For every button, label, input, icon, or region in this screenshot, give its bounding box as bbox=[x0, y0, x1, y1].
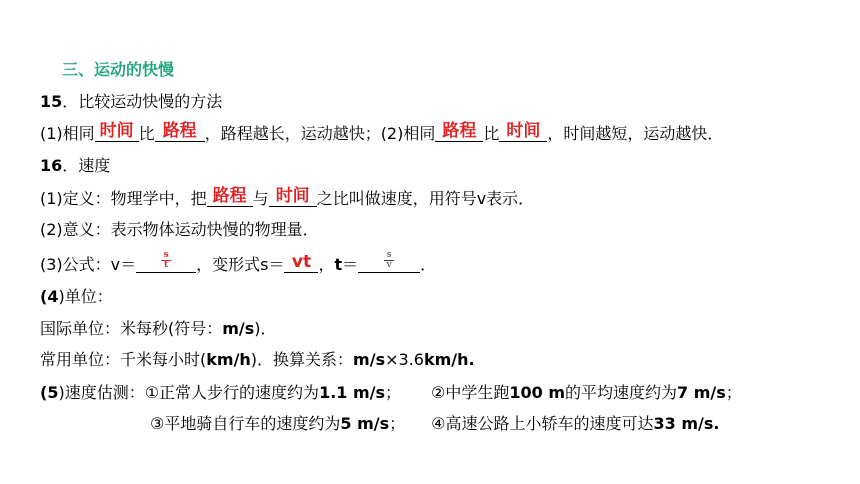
answer: 路程 bbox=[442, 121, 477, 141]
value: 5 m/s bbox=[340, 414, 390, 433]
answer: 时间 bbox=[275, 186, 310, 206]
text: ①正常人步行的速度约为 bbox=[144, 383, 320, 402]
text: )． bbox=[254, 319, 277, 338]
item-15-title: ．比较运动快慢的方法 bbox=[62, 92, 223, 111]
item-15-line1 bbox=[40, 123, 723, 144]
text: ④高速公路上小轿车的速度可达 bbox=[431, 414, 654, 433]
item-16-meaning: (2)意义：表示物体运动快慢的物理量． bbox=[40, 220, 319, 239]
text: (1)定义：物理学中，把 bbox=[40, 189, 207, 208]
text: )单位： bbox=[58, 287, 113, 306]
item-15-heading bbox=[40, 92, 222, 112]
text: 比 bbox=[138, 124, 155, 143]
text: 国际单位：米每秒(符号： bbox=[40, 319, 223, 338]
text: 与 bbox=[252, 189, 269, 208]
item-16-estimate-1 bbox=[40, 383, 742, 403]
text: 之比叫做速度，用符号v表示． bbox=[316, 189, 535, 208]
item-16-heading bbox=[40, 156, 110, 176]
fraction bbox=[136, 251, 196, 270]
answer: vt bbox=[291, 252, 312, 272]
text: 常用单位：千米每小时( bbox=[40, 350, 207, 369]
text: ③平地骑自行车的速度约为 bbox=[150, 414, 341, 433]
item-15-number: 15 bbox=[40, 92, 63, 111]
item-16-common-unit bbox=[40, 350, 475, 370]
fraction-numerator: s bbox=[163, 250, 169, 260]
blank-path-2 bbox=[435, 123, 483, 142]
blank-path-3 bbox=[207, 188, 253, 207]
item-16-definition bbox=[40, 188, 534, 209]
text: )．换算关系： bbox=[250, 350, 354, 369]
text: ； bbox=[725, 383, 742, 402]
item-16-intl-unit bbox=[40, 319, 277, 339]
text: ，路程越长，运动越快；(2)相同 bbox=[204, 124, 436, 143]
value: 100 m bbox=[509, 383, 566, 402]
fraction-denominator: v bbox=[386, 260, 392, 270]
text: ＝ bbox=[342, 255, 359, 274]
blank-time-2 bbox=[499, 123, 547, 142]
fraction bbox=[358, 251, 420, 270]
value: 1.1 m/s bbox=[319, 383, 386, 402]
fraction-numerator: s bbox=[386, 250, 392, 260]
blank-time-3 bbox=[269, 188, 317, 207]
text: ，变形式s＝ bbox=[196, 255, 285, 274]
item-16-estimate-2 bbox=[150, 414, 719, 434]
text: )速度估测： bbox=[58, 383, 145, 402]
text: (5 bbox=[40, 383, 59, 402]
unit: km/h bbox=[206, 350, 251, 369]
value: 7 m/s bbox=[677, 383, 726, 402]
text: ； bbox=[389, 414, 406, 433]
answer: 路程 bbox=[162, 121, 197, 141]
text: ②中学生跑 bbox=[431, 383, 510, 402]
blank-fraction-s-over-v bbox=[358, 250, 420, 273]
text: ×3.6 bbox=[385, 350, 424, 369]
answer: 时间 bbox=[99, 121, 134, 141]
text: 的平均速度约为 bbox=[565, 383, 678, 402]
text: ， bbox=[318, 255, 335, 274]
unit: m/s bbox=[353, 350, 386, 369]
text: (1)相同 bbox=[40, 124, 95, 143]
text: (3)公式：v＝ bbox=[40, 255, 137, 274]
blank-fraction-s-over-t bbox=[136, 250, 196, 273]
text: t bbox=[334, 255, 343, 274]
answer: 路程 bbox=[212, 186, 247, 206]
blank-time-1 bbox=[95, 123, 139, 142]
blank-vt bbox=[284, 254, 318, 273]
fraction-denominator: t bbox=[164, 260, 169, 270]
text: 比 bbox=[483, 124, 500, 143]
item-16-formula bbox=[40, 250, 437, 275]
item-16-title: ．速度 bbox=[62, 156, 111, 175]
unit: km/h. bbox=[423, 350, 475, 369]
answer: 时间 bbox=[506, 121, 541, 141]
text: ． bbox=[420, 255, 437, 274]
text: (4 bbox=[40, 287, 59, 306]
text: ，时间越短，运动越快． bbox=[547, 124, 724, 143]
section-title: 三、运动的快慢 bbox=[62, 60, 175, 79]
item-16-number: 16 bbox=[40, 156, 63, 175]
unit: m/s bbox=[222, 319, 255, 338]
text: ； bbox=[385, 383, 402, 402]
blank-path-1 bbox=[155, 123, 205, 142]
item-16-unit-heading bbox=[40, 287, 113, 307]
value: 33 m/s. bbox=[653, 414, 720, 433]
